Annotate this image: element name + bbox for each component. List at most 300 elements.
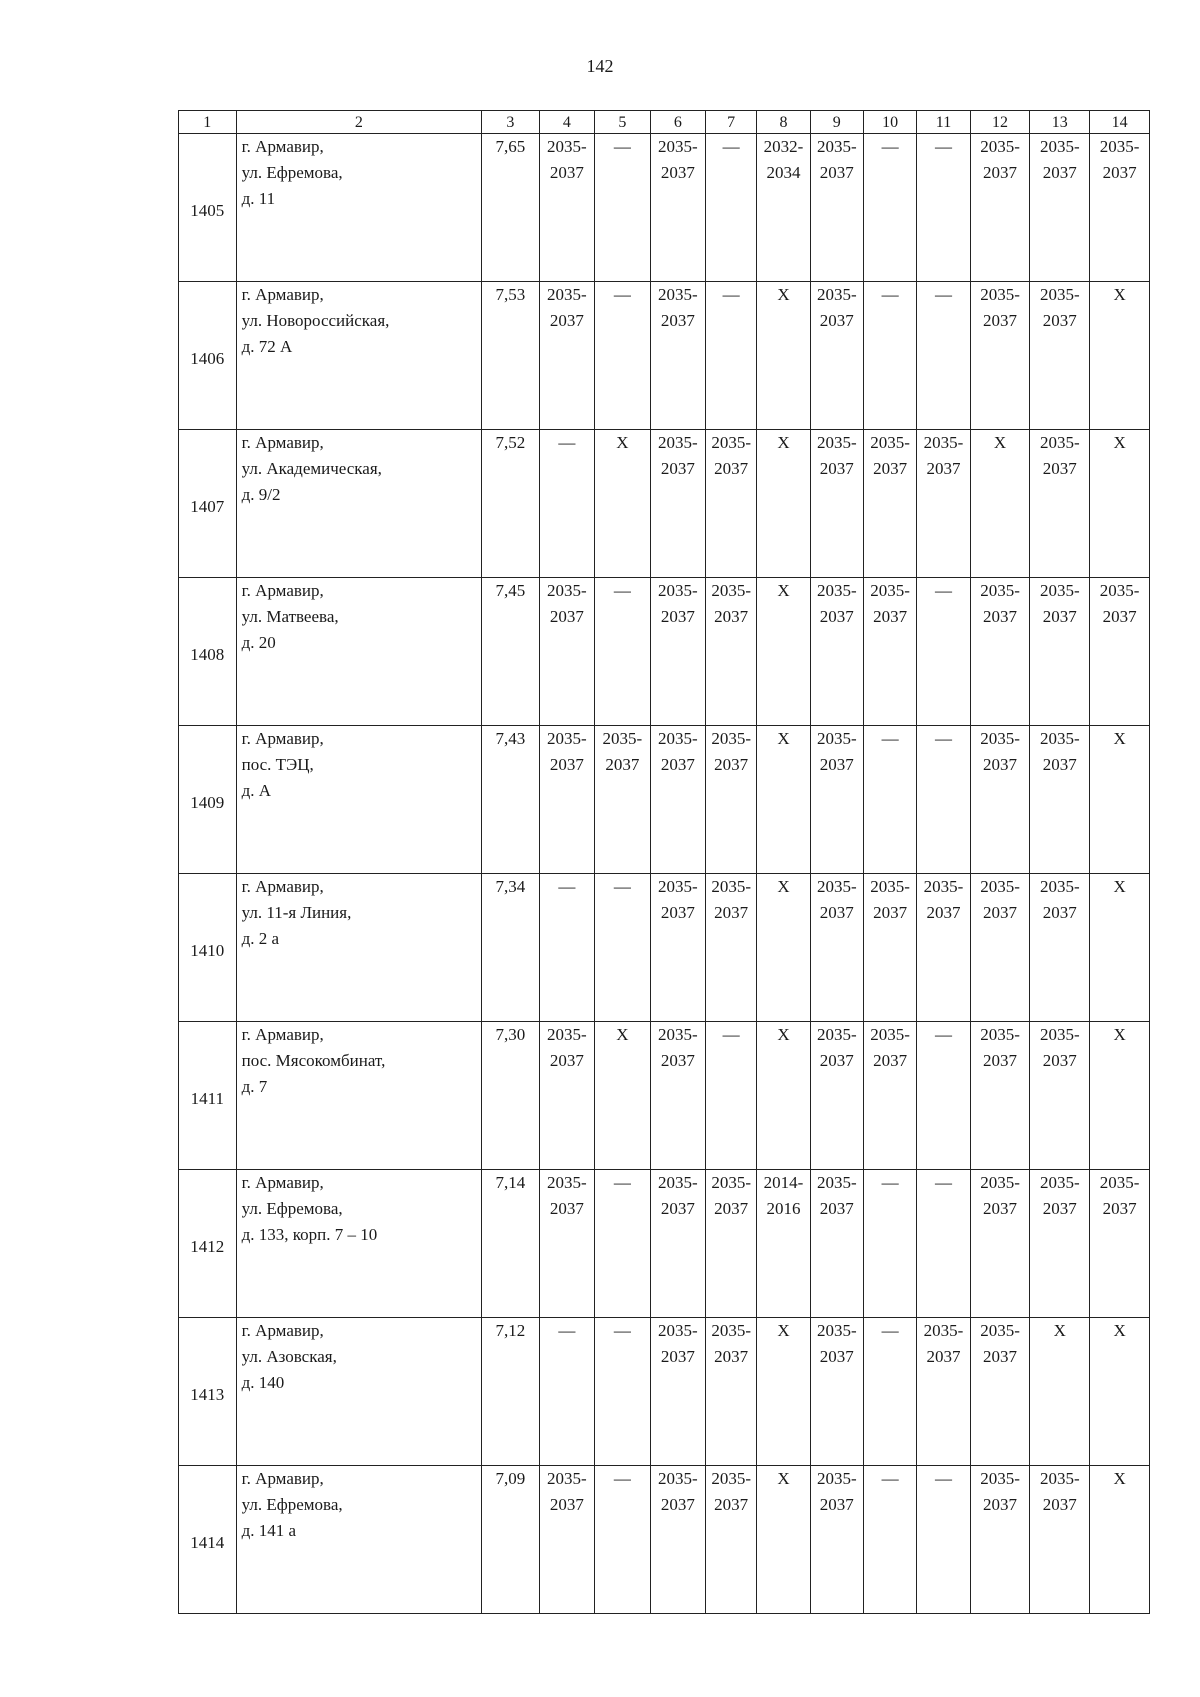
dash-mark: — — [934, 1025, 952, 1044]
period-cell — [810, 282, 863, 430]
address-line: ул. Матвеева, — [241, 607, 339, 626]
period-line: 2035- — [816, 1469, 857, 1488]
period-cell — [650, 430, 705, 578]
period-line: 2037 — [819, 311, 854, 330]
period-cell — [810, 1318, 863, 1466]
table-row — [179, 1466, 1150, 1614]
period-cell — [1030, 282, 1090, 430]
address-line: ул. Азовская, — [241, 1347, 337, 1366]
period-line: 2035- — [658, 285, 698, 304]
dash-cell — [863, 1466, 916, 1614]
period-cell — [757, 134, 810, 282]
period-line: 2037 — [714, 755, 749, 774]
period-line: 2037 — [926, 459, 961, 478]
period-line: 2037 — [660, 311, 695, 330]
dash-cell — [917, 726, 970, 874]
dash-cell — [917, 1022, 970, 1170]
period-line: 2014- — [763, 1173, 804, 1192]
dash-cell — [917, 578, 970, 726]
period-line: 2037 — [714, 1347, 749, 1366]
table-row — [179, 1318, 1150, 1466]
dash-cell — [595, 1170, 650, 1318]
row-number: 1411 — [179, 1022, 237, 1170]
period-line: 2037 — [660, 1199, 695, 1218]
period-line: 2037 — [1042, 755, 1077, 774]
period-line: 2035- — [658, 729, 698, 748]
score-cell: 7,45 — [482, 578, 540, 726]
period-line: 2035- — [1039, 581, 1080, 600]
period-line: 2037 — [1042, 163, 1077, 182]
address-line: д. 2 а — [241, 929, 280, 948]
period-cell — [917, 874, 970, 1022]
table-row — [179, 578, 1150, 726]
address-line: г. Армавир, — [241, 433, 324, 452]
address-cell — [236, 874, 481, 1022]
period-cell — [970, 282, 1030, 430]
column-header: 2 — [236, 111, 481, 134]
period-line: 2035- — [980, 581, 1020, 600]
period-cell — [1030, 726, 1090, 874]
period-line: 2037 — [983, 607, 1018, 626]
table-row — [179, 874, 1150, 1022]
mark-cell: X — [595, 430, 650, 578]
dash-cell — [595, 282, 650, 430]
column-header: 12 — [970, 111, 1030, 134]
address-cell — [236, 1318, 481, 1466]
score-cell: 7,34 — [482, 874, 540, 1022]
dash-cell — [917, 134, 970, 282]
dash-mark: — — [881, 729, 899, 748]
period-cell — [1030, 1466, 1090, 1614]
score-cell: 7,52 — [482, 430, 540, 578]
column-header: 4 — [539, 111, 594, 134]
dash-mark: — — [613, 137, 631, 156]
period-line: 2035- — [658, 1321, 698, 1340]
address-line: ул. Новороссийская, — [241, 311, 390, 330]
period-line: 2037 — [1042, 459, 1077, 478]
period-cell — [863, 578, 916, 726]
column-header: 6 — [650, 111, 705, 134]
mark-cell: X — [757, 874, 810, 1022]
score-cell: 7,30 — [482, 1022, 540, 1170]
dash-mark: — — [613, 1469, 631, 1488]
column-header: 14 — [1090, 111, 1150, 134]
row-number: 1406 — [179, 282, 237, 430]
period-line: 2037 — [1042, 1051, 1077, 1070]
table-row — [179, 282, 1150, 430]
dash-mark: — — [881, 285, 899, 304]
period-line: 2035- — [602, 729, 643, 748]
period-line: 2032- — [763, 137, 804, 156]
address-line: пос. Мясокомбинат, — [241, 1051, 386, 1070]
column-header: 1 — [179, 111, 237, 134]
dash-cell — [595, 874, 650, 1022]
period-line: 2037 — [1042, 311, 1077, 330]
period-line: 2035- — [658, 433, 698, 452]
dash-mark: — — [881, 137, 899, 156]
period-cell — [863, 430, 916, 578]
dash-cell — [917, 1466, 970, 1614]
period-cell — [863, 874, 916, 1022]
period-line: 2035- — [816, 877, 857, 896]
period-cell — [706, 1466, 757, 1614]
period-line: 2035- — [980, 1025, 1020, 1044]
address-line: д. А — [241, 781, 272, 800]
period-line: 2035- — [870, 581, 910, 600]
page-number: 142 — [586, 56, 614, 76]
period-cell — [917, 430, 970, 578]
period-cell — [539, 578, 594, 726]
period-line: 2016 — [766, 1199, 801, 1218]
address-line: г. Армавир, — [241, 137, 324, 156]
period-cell — [539, 1170, 594, 1318]
period-line: 2035- — [658, 1173, 698, 1192]
period-cell — [970, 1318, 1030, 1466]
mark-cell: X — [757, 282, 810, 430]
period-line: 2035- — [1039, 1173, 1080, 1192]
row-number: 1409 — [179, 726, 237, 874]
period-line: 2035- — [711, 877, 752, 896]
period-line: 2037 — [660, 1051, 695, 1070]
period-cell — [1090, 1170, 1150, 1318]
period-cell — [1030, 1022, 1090, 1170]
mark-cell: X — [1090, 874, 1150, 1022]
address-line: г. Армавир, — [241, 1469, 324, 1488]
period-line: 2035- — [1099, 137, 1140, 156]
dash-mark: — — [613, 285, 631, 304]
period-line: 2037 — [926, 1347, 961, 1366]
period-line: 2037 — [819, 607, 854, 626]
table-row — [179, 1022, 1150, 1170]
period-line: 2037 — [926, 903, 961, 922]
address-line: ул. Ефремова, — [241, 1495, 343, 1514]
period-cell — [706, 874, 757, 1022]
period-cell — [970, 1466, 1030, 1614]
period-line: 2037 — [660, 903, 695, 922]
period-line: 2035- — [711, 581, 752, 600]
period-line: 2035- — [547, 137, 587, 156]
period-line: 2035- — [547, 729, 587, 748]
address-line: ул. Ефремова, — [241, 163, 343, 182]
mark-cell: X — [757, 430, 810, 578]
period-line: 2037 — [714, 1199, 749, 1218]
header-row — [179, 111, 1150, 134]
address-line: г. Армавир, — [241, 285, 324, 304]
period-cell — [810, 874, 863, 1022]
period-line: 2037 — [819, 1495, 854, 1514]
row-number: 1405 — [179, 134, 237, 282]
address-cell — [236, 1022, 481, 1170]
period-line: 2035- — [547, 1025, 587, 1044]
address-line: г. Армавир, — [241, 1025, 324, 1044]
dash-mark: — — [558, 877, 576, 896]
period-line: 2037 — [983, 903, 1018, 922]
dash-mark: — — [613, 877, 631, 896]
address-line: ул. Ефремова, — [241, 1199, 343, 1218]
period-line: 2035- — [658, 1469, 698, 1488]
dash-cell — [595, 1466, 650, 1614]
period-cell — [650, 578, 705, 726]
period-line: 2037 — [1102, 607, 1137, 626]
period-cell — [706, 1318, 757, 1466]
period-cell — [970, 874, 1030, 1022]
period-line: 2035- — [816, 1173, 857, 1192]
period-line: 2035- — [658, 877, 698, 896]
period-line: 2035- — [711, 729, 752, 748]
score-cell: 7,14 — [482, 1170, 540, 1318]
column-header: 13 — [1030, 111, 1090, 134]
mark-cell: X — [1090, 430, 1150, 578]
mark-cell: X — [757, 726, 810, 874]
period-cell — [1090, 578, 1150, 726]
period-line: 2037 — [549, 311, 584, 330]
dash-mark: — — [934, 581, 952, 600]
period-cell — [539, 1022, 594, 1170]
address-line: ул. Академическая, — [241, 459, 382, 478]
dash-mark: — — [722, 285, 740, 304]
period-line: 2035- — [1039, 433, 1080, 452]
dash-cell — [706, 134, 757, 282]
column-header: 5 — [595, 111, 650, 134]
period-cell — [757, 1170, 810, 1318]
dash-mark: — — [722, 137, 740, 156]
period-cell — [970, 578, 1030, 726]
period-cell — [810, 726, 863, 874]
address-line: д. 7 — [241, 1077, 268, 1096]
column-header: 10 — [863, 111, 916, 134]
period-line: 2035- — [1039, 729, 1080, 748]
period-line: 2037 — [714, 459, 749, 478]
period-line: 2037 — [1042, 607, 1077, 626]
period-line: 2035- — [658, 581, 698, 600]
address-line: г. Армавир, — [241, 877, 324, 896]
mark-cell: X — [1090, 1318, 1150, 1466]
period-line: 2035- — [1039, 285, 1080, 304]
period-line: 2035- — [658, 1025, 698, 1044]
column-header: 7 — [706, 111, 757, 134]
period-line: 2037 — [1102, 1199, 1137, 1218]
period-line: 2037 — [819, 1347, 854, 1366]
period-line: 2035- — [816, 285, 857, 304]
mark-cell: X — [595, 1022, 650, 1170]
period-line: 2035- — [711, 1173, 752, 1192]
mark-cell: X — [970, 430, 1030, 578]
period-line: 2037 — [660, 1495, 695, 1514]
mark-cell: X — [1090, 726, 1150, 874]
address-line: пос. ТЭЦ, — [241, 755, 314, 774]
row-number: 1413 — [179, 1318, 237, 1466]
period-cell — [539, 1466, 594, 1614]
period-line: 2037 — [549, 1199, 584, 1218]
dash-cell — [863, 282, 916, 430]
period-line: 2037 — [660, 1347, 695, 1366]
dash-cell — [863, 134, 916, 282]
address-line: г. Армавир, — [241, 729, 324, 748]
period-line: 2037 — [549, 755, 584, 774]
period-cell — [650, 1318, 705, 1466]
period-line: 2035- — [1039, 137, 1080, 156]
period-cell — [650, 1022, 705, 1170]
period-line: 2037 — [983, 1347, 1018, 1366]
dash-mark: — — [934, 729, 952, 748]
period-line: 2035- — [547, 1469, 587, 1488]
dash-mark: — — [881, 1469, 899, 1488]
period-line: 2037 — [983, 1051, 1018, 1070]
period-line: 2037 — [819, 903, 854, 922]
period-cell — [706, 1170, 757, 1318]
period-line: 2037 — [549, 1495, 584, 1514]
row-number: 1414 — [179, 1466, 237, 1614]
period-line: 2035- — [658, 137, 698, 156]
dash-cell — [539, 1318, 594, 1466]
period-line: 2037 — [660, 459, 695, 478]
mark-cell: X — [757, 1318, 810, 1466]
period-line: 2037 — [660, 607, 695, 626]
dash-cell — [863, 726, 916, 874]
period-line: 2037 — [549, 607, 584, 626]
address-cell — [236, 1170, 481, 1318]
period-line: 2037 — [873, 459, 908, 478]
score-cell: 7,43 — [482, 726, 540, 874]
period-line: 2035- — [547, 1173, 587, 1192]
dash-cell — [539, 874, 594, 1022]
period-cell — [1030, 874, 1090, 1022]
column-header: 3 — [482, 111, 540, 134]
period-cell — [650, 874, 705, 1022]
period-line: 2035- — [547, 285, 587, 304]
period-cell — [863, 1022, 916, 1170]
period-line: 2035- — [711, 433, 752, 452]
dash-mark: — — [558, 433, 576, 452]
period-cell — [810, 134, 863, 282]
period-cell — [810, 578, 863, 726]
period-cell — [1030, 430, 1090, 578]
period-cell — [650, 1466, 705, 1614]
period-line: 2037 — [660, 755, 695, 774]
period-cell — [650, 134, 705, 282]
period-line: 2037 — [1042, 1495, 1077, 1514]
period-cell — [970, 134, 1030, 282]
period-line: 2035- — [980, 1321, 1020, 1340]
dash-mark: — — [558, 1321, 576, 1340]
period-line: 2037 — [660, 163, 695, 182]
address-line: д. 11 — [241, 189, 276, 208]
period-line: 2035- — [1039, 1025, 1080, 1044]
period-cell — [810, 430, 863, 578]
period-line: 2037 — [873, 1051, 908, 1070]
period-line: 2037 — [983, 1199, 1018, 1218]
dash-cell — [539, 430, 594, 578]
address-line: д. 72 А — [241, 337, 293, 356]
period-line: 2035- — [547, 581, 587, 600]
period-line: 2037 — [983, 1495, 1018, 1514]
period-line: 2037 — [873, 903, 908, 922]
period-line: 2037 — [605, 755, 640, 774]
dash-mark: — — [934, 137, 952, 156]
period-line: 2035- — [816, 1025, 857, 1044]
row-number: 1408 — [179, 578, 237, 726]
period-cell — [1030, 578, 1090, 726]
period-line: 2037 — [819, 755, 854, 774]
mark-cell: X — [757, 1022, 810, 1170]
period-line: 2035- — [1039, 1469, 1080, 1488]
address-cell — [236, 282, 481, 430]
period-cell — [810, 1170, 863, 1318]
address-line: г. Армавир, — [241, 1173, 324, 1192]
period-cell — [706, 578, 757, 726]
period-line: 2035- — [816, 1321, 857, 1340]
address-cell — [236, 430, 481, 578]
period-line: 2035- — [980, 285, 1020, 304]
period-line: 2035- — [980, 1469, 1020, 1488]
period-line: 2037 — [819, 163, 854, 182]
period-line: 2037 — [819, 459, 854, 478]
address-line: д. 140 — [241, 1373, 285, 1392]
table-row — [179, 134, 1150, 282]
period-cell — [970, 1022, 1030, 1170]
mark-cell: X — [1090, 1466, 1150, 1614]
period-line: 2037 — [983, 311, 1018, 330]
period-line: 2035- — [1099, 1173, 1140, 1192]
period-line: 2035- — [870, 1025, 910, 1044]
address-cell — [236, 726, 481, 874]
mark-cell: X — [757, 578, 810, 726]
period-line: 2037 — [714, 903, 749, 922]
address-line: д. 9/2 — [241, 485, 281, 504]
row-number: 1407 — [179, 430, 237, 578]
period-line: 2037 — [1102, 163, 1137, 182]
table-row — [179, 1170, 1150, 1318]
period-line: 2037 — [549, 1051, 584, 1070]
period-line: 2037 — [819, 1199, 854, 1218]
period-cell — [810, 1466, 863, 1614]
period-cell — [917, 1318, 970, 1466]
address-line: г. Армавир, — [241, 581, 324, 600]
period-cell — [595, 726, 650, 874]
period-line: 2037 — [714, 1495, 749, 1514]
mark-cell: X — [757, 1466, 810, 1614]
address-cell — [236, 1466, 481, 1614]
score-cell: 7,12 — [482, 1318, 540, 1466]
period-line: 2035- — [980, 1173, 1020, 1192]
mark-cell: X — [1090, 282, 1150, 430]
period-line: 2035- — [923, 1321, 964, 1340]
row-number: 1412 — [179, 1170, 237, 1318]
period-cell — [539, 726, 594, 874]
dash-cell — [595, 1318, 650, 1466]
table-row — [179, 430, 1150, 578]
period-line: 2037 — [1042, 903, 1077, 922]
period-line: 2037 — [873, 607, 908, 626]
dash-cell — [706, 1022, 757, 1170]
period-line: 2037 — [1042, 1199, 1077, 1218]
period-line: 2035- — [1039, 877, 1080, 896]
dash-cell — [863, 1318, 916, 1466]
period-line: 2035- — [711, 1469, 752, 1488]
period-cell — [706, 726, 757, 874]
period-cell — [1030, 134, 1090, 282]
period-cell — [1030, 1170, 1090, 1318]
address-line: д. 141 а — [241, 1521, 297, 1540]
table-row — [179, 726, 1150, 874]
dash-cell — [706, 282, 757, 430]
period-line: 2035- — [870, 433, 910, 452]
dash-mark: — — [934, 1469, 952, 1488]
period-line: 2035- — [870, 877, 910, 896]
dash-cell — [917, 1170, 970, 1318]
period-line: 2035- — [711, 1321, 752, 1340]
dash-mark: — — [881, 1173, 899, 1192]
